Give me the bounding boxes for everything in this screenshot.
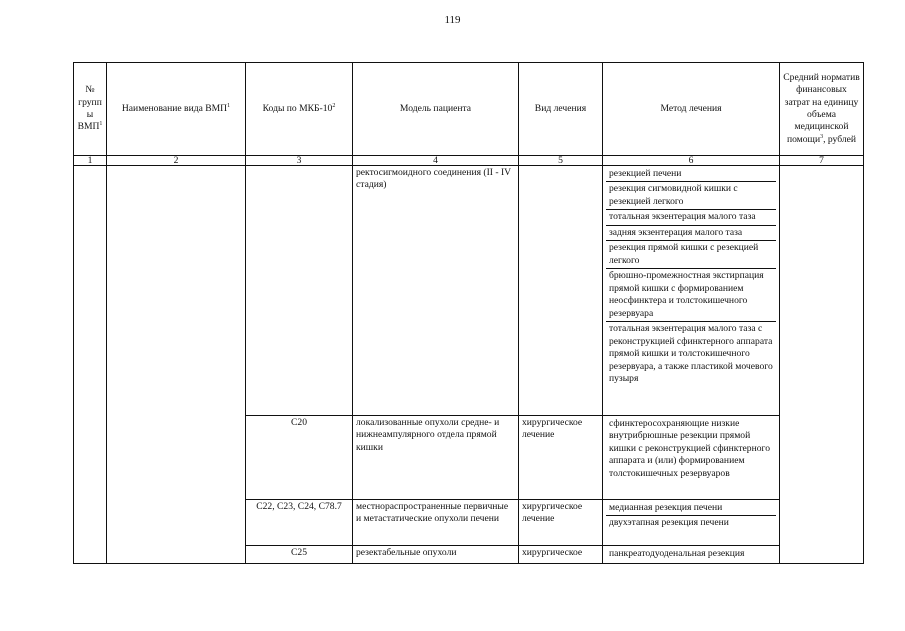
method-item: медианная резекция печени: [606, 501, 776, 516]
group-number-cell: [74, 166, 107, 564]
icd-codes-cell: C22, C23, C24, C78.7: [246, 500, 353, 546]
method-item: панкреатодуоденальная резекция: [609, 548, 745, 559]
header-cost-standard: Средний норматив финансовых затрат на единицу объема медицинской помощи$^3$, рублей: [780, 63, 864, 156]
column-number: 4: [353, 156, 519, 166]
method-item: сфинктеросохраняющие низкие внутрибрюшные резекции прямой кишки с реконструкцией сфинктерного аппарата и (или) формированием толстокишечных резервуаров: [609, 418, 771, 479]
method-item: тотальная экзентерация малого таза: [606, 210, 776, 225]
treatment-method-cell: [603, 416, 780, 500]
column-number: 1: [74, 156, 107, 166]
page-number: 119: [444, 14, 461, 26]
treatment-method-cell: [603, 500, 780, 546]
treatment-type-cell: хирургическое лечение: [519, 500, 603, 546]
patient-model-cell: локализованные опухоли средне- и нижнеампулярного отдела прямой кишки: [353, 416, 519, 500]
vmp-table: [73, 62, 864, 564]
treatment-type-cell: хирургическое: [519, 546, 603, 564]
icd-codes-cell: C20: [246, 416, 353, 500]
column-number-row: [74, 156, 864, 166]
header-vmp-name: Наименование вида ВМП$^1$: [107, 63, 246, 156]
method-item: брюшно-промежностная экстирпация прямой кишки с формированием неосфинктера и толстокишечного резервуара: [606, 269, 776, 322]
patient-model-cell: ректосигмоидного соединения (II - IV стадия): [353, 166, 519, 416]
patient-model-cell: резектабельные опухоли: [353, 546, 519, 564]
method-item: резекция сигмовидной кишки с резекцией легкого: [606, 182, 776, 210]
column-number: 2: [107, 156, 246, 166]
cost-standard-cell: [780, 166, 864, 564]
vmp-name-cell: [107, 166, 246, 564]
method-item: резекцией печени: [606, 167, 776, 182]
icd-codes-cell: [246, 166, 353, 416]
header-row: [74, 63, 864, 156]
column-number: 5: [519, 156, 603, 166]
treatment-type-cell: [519, 166, 603, 416]
icd-codes-cell: C25: [246, 546, 353, 564]
method-item: двухэтапная резекция печени: [609, 517, 729, 529]
treatment-type-cell: хирургическое лечение: [519, 416, 603, 500]
header-treatment-type: Вид лечения: [519, 63, 603, 156]
header-patient-model: Модель пациента: [353, 63, 519, 156]
patient-model-cell: местнораспространенные первичные и метастатические опухоли печени: [353, 500, 519, 546]
method-item: задняя экзентерация малого таза: [606, 225, 776, 240]
treatment-method-cell: [603, 166, 780, 416]
table-row: [74, 166, 864, 416]
column-number: 3: [246, 156, 353, 166]
header-group-number: № групп ы ВМП$^1$: [74, 63, 107, 156]
header-icd-codes: Коды по МКБ-$10^2$: [246, 63, 353, 156]
method-item: резекция прямой кишки с резекцией легкого: [606, 241, 776, 269]
header-treatment-method: Метод лечения: [603, 63, 780, 156]
treatment-method-cell: [603, 546, 780, 564]
column-number: 6: [603, 156, 780, 166]
column-number: 7: [780, 156, 864, 166]
method-item: тотальная экзентерация малого таза с реконструкцией сфинктерного аппарата прямой кишки и толстокишечного резервуара, а также пластикой мочевого пузыря: [609, 323, 773, 385]
